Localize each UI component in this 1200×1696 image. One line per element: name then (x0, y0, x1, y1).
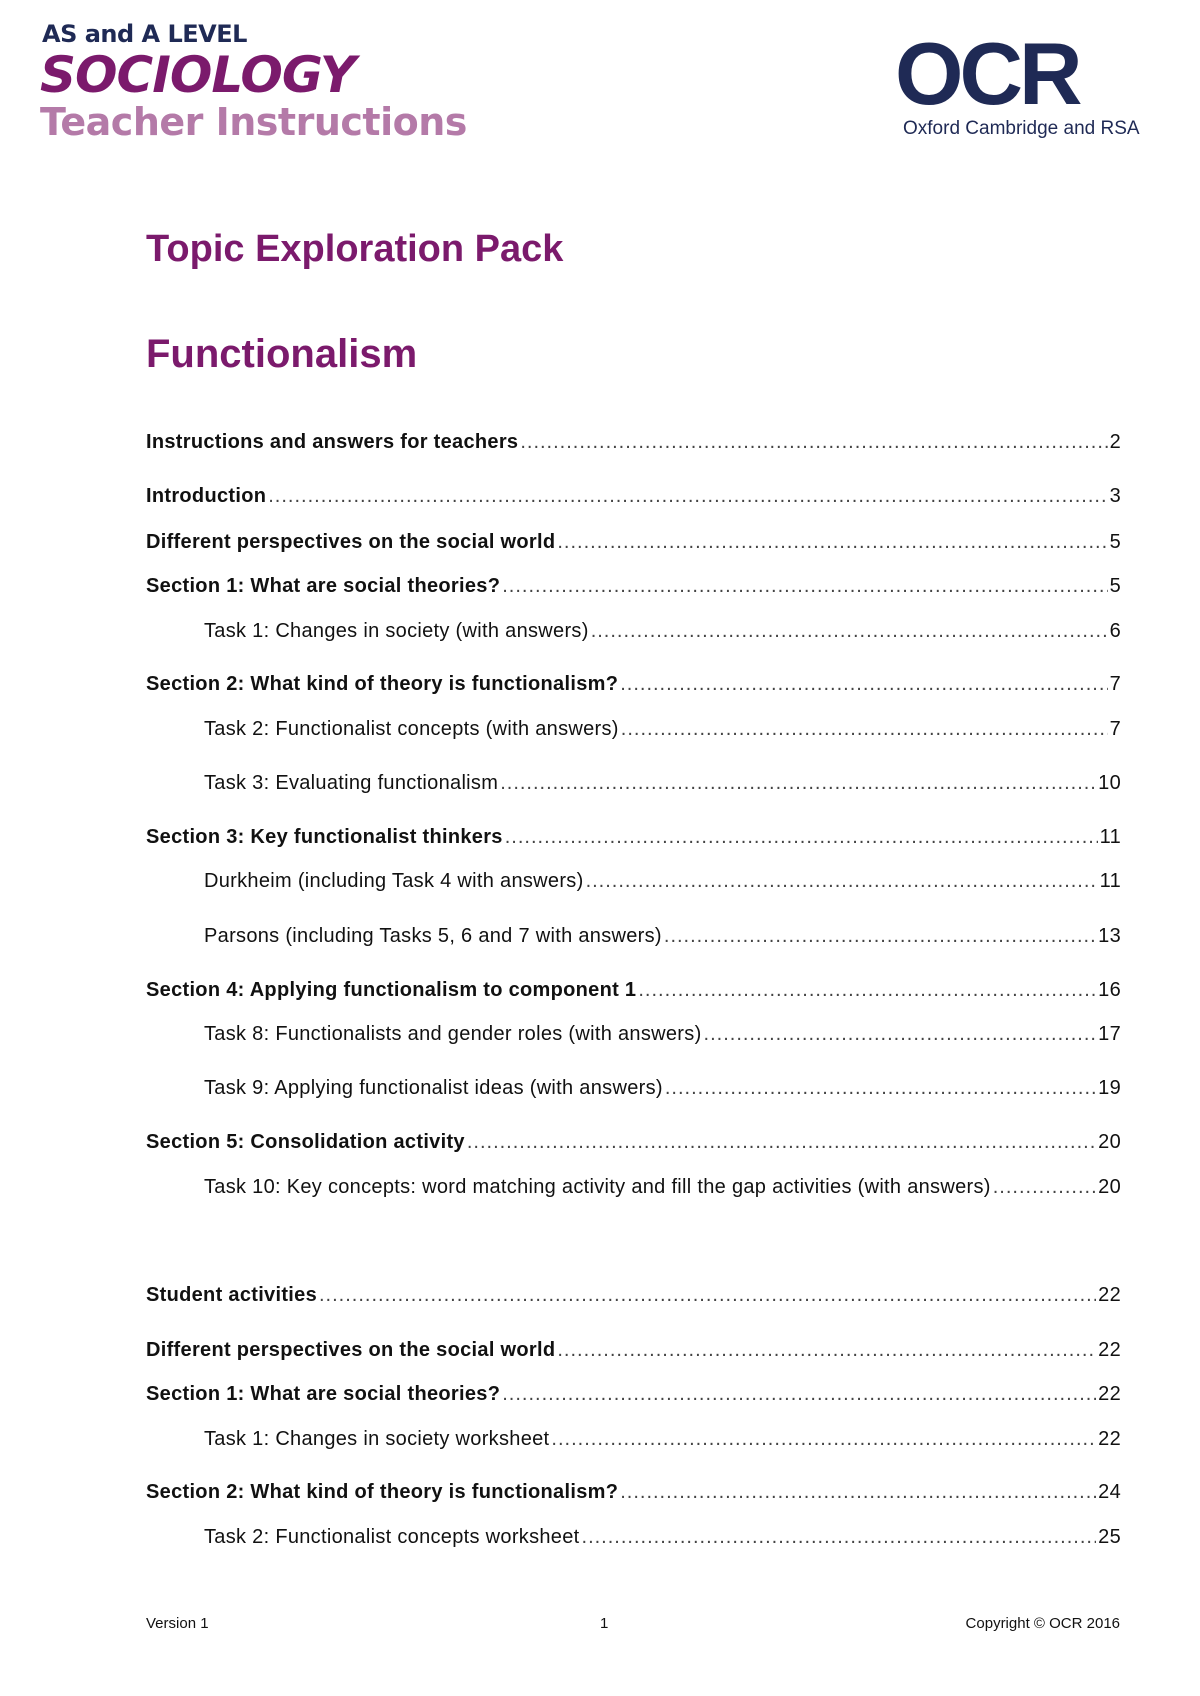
toc-entry-label: Parsons (including Tasks 5, 6 and 7 with answers) (204, 925, 662, 947)
toc-leader-dots (620, 1481, 1096, 1504)
toc-entry[interactable] (204, 769, 1121, 795)
page-subtitle: Functionalism (146, 332, 418, 376)
toc-entry[interactable] (204, 715, 1121, 741)
toc-entry[interactable] (204, 1020, 1121, 1046)
toc-entry-page: 11 (1099, 870, 1121, 892)
toc-leader-dots (268, 485, 1107, 508)
toc-entry-label: Student activities (146, 1284, 317, 1306)
toc-entry-label: Instructions and answers for teachers (146, 431, 519, 453)
toc-leader-dots (620, 673, 1107, 696)
logo-wordmark: OCR (895, 24, 1079, 123)
toc-entry-page: 11 (1099, 826, 1121, 848)
toc-entry[interactable] (146, 482, 1121, 508)
toc-entry-label: Task 3: Evaluating functionalism (204, 772, 499, 794)
ocr-logo (895, 24, 1155, 148)
toc-entry-label: Introduction (146, 485, 267, 507)
toc-leader-dots (665, 1077, 1096, 1100)
toc-leader-dots (621, 718, 1108, 741)
toc-entry[interactable] (146, 670, 1121, 696)
footer-version: Version 1 (146, 1615, 209, 1632)
toc-entry-label: Section 2: What kind of theory is functionalism? (146, 673, 619, 695)
toc-leader-dots (551, 1428, 1096, 1451)
toc-entry[interactable] (204, 922, 1121, 948)
toc-entry[interactable] (146, 528, 1121, 554)
page-footer (0, 1615, 1200, 1639)
footer-page-number: 1 (600, 1615, 609, 1632)
logo-tagline: Oxford Cambridge and RSA (903, 118, 1140, 139)
toc-entry-page: 5 (1109, 531, 1121, 553)
toc-entry-label: Task 2: Functionalist concepts (with answers) (204, 718, 619, 740)
toc-leader-dots (664, 925, 1096, 948)
toc-entry-page: 22 (1098, 1428, 1121, 1450)
toc-entry-label: Section 5: Consolidation activity (146, 1131, 465, 1153)
toc-entry-page: 22 (1098, 1383, 1121, 1405)
toc-entry-label: Task 8: Functionalists and gender roles (with answers) (204, 1023, 702, 1045)
toc-entry-label: Task 1: Changes in society worksheet (204, 1428, 550, 1450)
toc-entry-page: 20 (1098, 1131, 1121, 1153)
toc-entry[interactable] (146, 1380, 1121, 1406)
toc-entry-label: Durkheim (including Task 4 with answers) (204, 870, 584, 892)
toc-leader-dots (704, 1023, 1097, 1046)
toc-entry[interactable] (146, 823, 1121, 849)
toc-leader-dots (520, 431, 1107, 454)
toc-entry[interactable] (204, 1425, 1121, 1451)
toc-leader-dots (638, 979, 1096, 1002)
toc-entry-page: 13 (1098, 925, 1121, 947)
toc-leader-dots (467, 1131, 1096, 1154)
toc-entry-label: Section 1: What are social theories? (146, 575, 501, 597)
toc-entry-page: 7 (1109, 673, 1121, 695)
toc-leader-dots (591, 620, 1108, 643)
toc-entry-page: 19 (1098, 1077, 1121, 1099)
toc-entry-label: Section 1: What are social theories? (146, 1383, 501, 1405)
toc-entry[interactable] (146, 572, 1121, 598)
footer-copyright: Copyright © OCR 2016 (965, 1615, 1120, 1632)
toc-leader-dots (586, 870, 1098, 893)
qualification-level: AS and A LEVEL (42, 20, 247, 48)
document-type: Teacher Instructions (40, 100, 467, 144)
toc-leader-dots (319, 1284, 1096, 1307)
toc-entry-label: Different perspectives on the social world (146, 531, 556, 553)
toc-entry[interactable] (146, 428, 1121, 454)
toc-entry-label: Task 9: Applying functionalist ideas (with answers) (204, 1077, 663, 1099)
toc-entry-page: 20 (1098, 1176, 1121, 1198)
toc-entry-label: Different perspectives on the social world (146, 1339, 556, 1361)
toc-entry-page: 3 (1109, 485, 1121, 507)
toc-entry-label: Section 4: Applying functionalism to component 1 (146, 979, 637, 1001)
subject-name: SOCIOLOGY (40, 46, 356, 104)
toc-leader-dots (993, 1176, 1096, 1199)
toc-entry-label: Section 3: Key functionalist thinkers (146, 826, 503, 848)
toc-leader-dots (500, 772, 1096, 795)
toc-entry-page: 17 (1098, 1023, 1121, 1045)
page-header (0, 0, 1200, 160)
toc-entry[interactable] (204, 1523, 1121, 1549)
toc-entry-page: 22 (1098, 1284, 1121, 1306)
toc-entry-page: 16 (1098, 979, 1121, 1001)
toc-entry[interactable] (204, 1173, 1121, 1199)
toc-leader-dots (582, 1526, 1097, 1549)
toc-entry-page: 24 (1098, 1481, 1121, 1503)
toc-entry-label: Section 2: What kind of theory is functionalism? (146, 1481, 619, 1503)
toc-leader-dots (502, 1383, 1096, 1406)
toc-entry-label: Task 2: Functionalist concepts worksheet (204, 1526, 580, 1548)
toc-entry[interactable] (146, 1281, 1121, 1307)
toc-entry[interactable] (204, 1074, 1121, 1100)
toc-entry[interactable] (146, 976, 1121, 1002)
toc-entry-page: 2 (1109, 431, 1121, 453)
toc-entry[interactable] (146, 1336, 1121, 1362)
toc-leader-dots (557, 531, 1107, 554)
toc-entry[interactable] (204, 867, 1121, 893)
toc-entry-page: 6 (1109, 620, 1121, 642)
toc-leader-dots (557, 1339, 1096, 1362)
toc-entry-label: Task 1: Changes in society (with answers) (204, 620, 589, 642)
toc-leader-dots (502, 575, 1107, 598)
toc-entry-page: 22 (1098, 1339, 1121, 1361)
toc-entry[interactable] (146, 1128, 1121, 1154)
toc-entry[interactable] (204, 617, 1121, 643)
toc-entry-page: 10 (1098, 772, 1121, 794)
toc-entry-page: 5 (1109, 575, 1121, 597)
toc-entry-label: Task 10: Key concepts: word matching activity and fill the gap activities (with answers) (204, 1176, 991, 1198)
toc-leader-dots (505, 826, 1098, 849)
toc-entry[interactable] (146, 1478, 1121, 1504)
page-title: Topic Exploration Pack (146, 228, 564, 270)
toc-entry-page: 7 (1109, 718, 1121, 740)
toc-entry-page: 25 (1098, 1526, 1121, 1548)
